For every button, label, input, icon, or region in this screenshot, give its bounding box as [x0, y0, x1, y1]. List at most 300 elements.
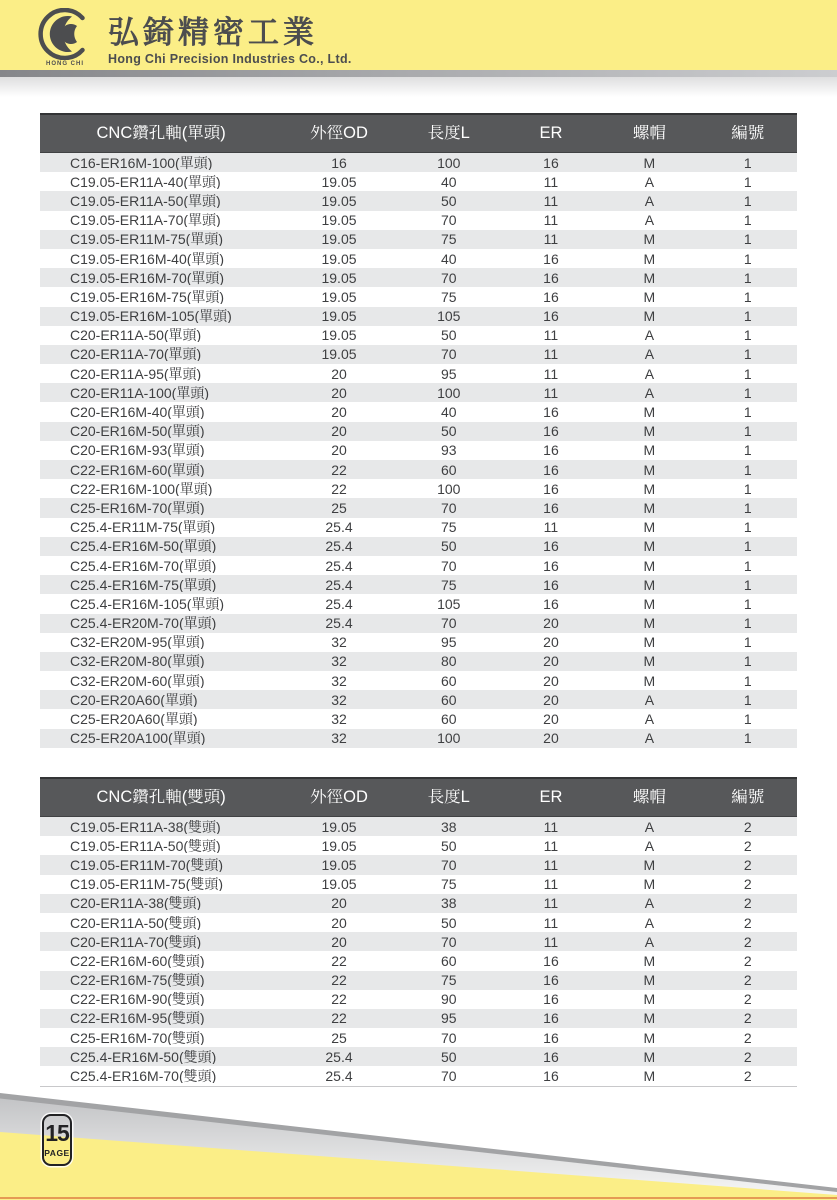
product-spec-value: 22 [331, 953, 347, 968]
product-spec-value: M [643, 1049, 656, 1064]
product-spec-value: A [644, 347, 655, 362]
product-code: C22-ER16M-95(雙頭) [70, 1011, 205, 1026]
product-spec-value: A [644, 896, 655, 911]
product-spec-value: 75 [440, 877, 457, 892]
product-spec-value: 2 [743, 1069, 752, 1084]
product-spec-value: 105 [437, 309, 461, 324]
table-row [40, 652, 797, 671]
column-header: 長度L [427, 789, 470, 806]
product-spec-value: 60 [440, 462, 457, 477]
product-spec-value: 11 [543, 934, 559, 949]
product-spec-value: 19.05 [321, 328, 357, 343]
product-spec-value: 20 [331, 424, 347, 439]
table-row [40, 1028, 797, 1047]
product-code: C20-ER11A-95(單頭) [70, 366, 202, 381]
product-code: C32-ER20M-95(單頭) [70, 635, 205, 650]
table-row [40, 307, 797, 326]
product-spec-value: 16 [543, 1049, 559, 1064]
product-spec-value: 1 [743, 193, 752, 208]
product-spec-value: 40 [440, 174, 457, 189]
product-spec-value: A [644, 712, 655, 727]
table-row [40, 287, 797, 306]
product-spec-value: 95 [440, 635, 457, 650]
product-spec-value: 25.4 [325, 1049, 353, 1064]
product-code: C19.05-ER16M-40(單頭) [70, 251, 225, 266]
product-spec-value: 32 [331, 731, 347, 746]
table-row [40, 441, 797, 460]
product-spec-value: 16 [543, 270, 559, 285]
product-spec-value: 11 [543, 857, 559, 872]
table-row [40, 537, 797, 556]
product-spec-value: 1 [743, 539, 752, 554]
product-code: C20-ER11A-50(雙頭) [70, 915, 202, 930]
table-row [40, 172, 797, 191]
product-spec-value: A [644, 692, 655, 707]
product-spec-value: 16 [543, 992, 559, 1007]
product-code: C22-ER16M-100(單頭) [70, 481, 213, 496]
product-spec-value: 1 [743, 232, 752, 247]
product-spec-value: 75 [440, 289, 457, 304]
table-row [40, 614, 797, 633]
product-code: C20-ER11A-100(單頭) [70, 385, 210, 400]
product-spec-value: 60 [440, 692, 457, 707]
product-spec-value: M [643, 1030, 656, 1045]
product-code: C19.05-ER11A-50(雙頭) [70, 838, 221, 853]
product-spec-value: M [643, 309, 656, 324]
page-number-badge [42, 1114, 72, 1166]
table-row [40, 479, 797, 498]
product-spec-value: 2 [743, 973, 752, 988]
product-spec-value: 1 [743, 289, 752, 304]
table-row [40, 875, 797, 894]
table-row [40, 383, 797, 402]
product-spec-value: 1 [743, 577, 752, 592]
table-row [40, 575, 797, 594]
product-spec-value: 25.4 [325, 520, 353, 535]
product-spec-value: 11 [543, 915, 559, 930]
product-spec-value: 16 [543, 443, 559, 458]
product-spec-value: 16 [543, 596, 559, 611]
product-spec-value: 1 [743, 405, 752, 420]
product-spec-value: A [644, 838, 655, 853]
product-spec-value: M [643, 635, 656, 650]
product-code: C25.4-ER16M-70(雙頭) [70, 1069, 217, 1084]
product-spec-value: M [643, 270, 656, 285]
product-spec-value: 16 [331, 155, 347, 170]
table-row [40, 402, 797, 421]
product-code: C20-ER16M-40(單頭) [70, 405, 205, 420]
product-spec-value: 70 [440, 857, 457, 872]
product-spec-value: 11 [543, 838, 559, 853]
column-header: 外徑OD [310, 789, 368, 806]
product-spec-value: 32 [331, 692, 347, 707]
product-code: C20-ER11A-70(雙頭) [70, 934, 202, 949]
table-single-head [40, 113, 797, 748]
product-spec-value: 1 [743, 558, 752, 573]
product-code: C25-ER16M-70(單頭) [70, 500, 205, 515]
product-spec-value: 11 [543, 328, 559, 343]
footer-decoration [0, 1078, 837, 1200]
product-spec-value: A [644, 213, 655, 228]
product-spec-value: 1 [743, 712, 752, 727]
product-spec-value: 70 [440, 270, 457, 285]
product-spec-value: 2 [743, 934, 752, 949]
company-name-zh: 弘錡精密工業 [108, 15, 318, 50]
product-spec-value: 19.05 [321, 270, 357, 285]
product-spec-value: 25.4 [325, 1069, 353, 1084]
product-spec-value: 105 [437, 596, 461, 611]
product-spec-value: 16 [543, 251, 559, 266]
product-spec-value: M [643, 289, 656, 304]
product-spec-value: 25.4 [325, 539, 353, 554]
product-spec-value: 1 [743, 462, 752, 477]
product-spec-value: 16 [543, 289, 559, 304]
product-spec-value: 1 [743, 328, 752, 343]
product-spec-value: 16 [543, 539, 559, 554]
product-spec-value: 95 [440, 366, 457, 381]
header-divider-fade [0, 77, 837, 97]
product-spec-value: 22 [331, 973, 347, 988]
product-spec-value: 16 [543, 405, 559, 420]
product-spec-value: 2 [743, 992, 752, 1007]
table-row [40, 817, 797, 836]
product-spec-value: 16 [543, 1011, 559, 1026]
product-spec-value: 1 [743, 616, 752, 631]
product-spec-value: 60 [440, 673, 457, 688]
product-code: C20-ER16M-93(單頭) [70, 443, 205, 458]
product-spec-value: M [643, 877, 656, 892]
product-code: C25-ER20A100(單頭) [70, 731, 206, 746]
table-row [40, 729, 797, 748]
product-spec-value: 11 [543, 193, 559, 208]
product-spec-value: M [643, 1069, 656, 1084]
product-spec-value: 2 [743, 1049, 752, 1064]
product-spec-value: 20 [543, 616, 559, 631]
table-row [40, 518, 797, 537]
product-spec-value: 1 [743, 366, 752, 381]
product-spec-value: M [643, 992, 656, 1007]
product-spec-value: 20 [331, 366, 347, 381]
product-spec-value: 20 [543, 731, 559, 746]
product-code: C25-ER16M-70(雙頭) [70, 1030, 205, 1045]
product-spec-value: 75 [440, 232, 457, 247]
product-spec-value: 70 [440, 347, 457, 362]
product-spec-value: 19.05 [321, 193, 357, 208]
product-spec-value: 19.05 [321, 877, 357, 892]
product-code: C19.05-ER11M-75(雙頭) [70, 877, 224, 892]
product-spec-value: 25 [331, 1030, 347, 1045]
product-spec-value: 70 [440, 616, 457, 631]
table-row [40, 594, 797, 613]
brand-header-band [0, 0, 837, 70]
product-spec-value: 1 [743, 500, 752, 515]
table-row [40, 460, 797, 479]
table-row [40, 345, 797, 364]
product-spec-value: 11 [543, 174, 559, 189]
header-divider-bar [0, 70, 837, 77]
product-spec-value: A [644, 193, 655, 208]
product-spec-value: 25.4 [325, 558, 353, 573]
product-spec-value: 16 [543, 1069, 559, 1084]
product-spec-value: 32 [331, 712, 347, 727]
product-spec-value: 32 [331, 654, 347, 669]
product-spec-value: 19.05 [321, 857, 357, 872]
product-spec-value: 19.05 [321, 347, 357, 362]
product-spec-value: 60 [440, 712, 457, 727]
product-spec-value: 16 [543, 424, 559, 439]
product-spec-value: 16 [543, 462, 559, 477]
product-spec-value: 1 [743, 443, 752, 458]
product-spec-value: M [643, 953, 656, 968]
product-spec-value: 90 [440, 992, 457, 1007]
table-body [40, 817, 797, 1087]
product-code: C22-ER16M-90(雙頭) [70, 992, 205, 1007]
table-header-row [40, 113, 797, 153]
product-spec-value: 1 [743, 385, 752, 400]
column-header: CNC鑽孔軸(單頭) [96, 125, 226, 142]
table-row [40, 913, 797, 932]
product-spec-value: 2 [743, 877, 752, 892]
product-spec-value: M [643, 500, 656, 515]
product-spec-value: 70 [440, 1069, 457, 1084]
product-spec-value: 20 [331, 443, 347, 458]
product-spec-value: 1 [743, 174, 752, 189]
product-spec-value: 1 [743, 309, 752, 324]
product-spec-value: M [643, 596, 656, 611]
table-row [40, 364, 797, 383]
product-spec-value: M [643, 539, 656, 554]
product-spec-value: 70 [440, 213, 457, 228]
product-spec-value: 70 [440, 1030, 457, 1045]
product-spec-value: M [643, 405, 656, 420]
product-spec-value: 22 [331, 481, 347, 496]
product-spec-value: 16 [543, 155, 559, 170]
product-code: C22-ER16M-60(雙頭) [70, 953, 205, 968]
product-spec-value: 93 [440, 443, 457, 458]
table-row [40, 1047, 797, 1066]
product-spec-value: M [643, 520, 656, 535]
product-spec-value: 16 [543, 500, 559, 515]
table-row [40, 230, 797, 249]
product-spec-value: 75 [440, 577, 457, 592]
product-spec-value: 2 [743, 1030, 752, 1045]
product-spec-value: 2 [743, 1011, 752, 1026]
product-spec-value: 75 [440, 973, 457, 988]
product-spec-value: 38 [440, 819, 457, 834]
product-spec-value: 11 [543, 232, 559, 247]
table-row [40, 268, 797, 287]
product-spec-value: 60 [440, 953, 457, 968]
product-spec-value: 95 [440, 1011, 457, 1026]
product-spec-value: 20 [543, 635, 559, 650]
table-row [40, 709, 797, 728]
product-code: C25.4-ER16M-50(雙頭) [70, 1049, 217, 1064]
product-code: C20-ER11A-50(單頭) [70, 328, 202, 343]
product-spec-value: 11 [543, 347, 559, 362]
product-spec-value: 16 [543, 1030, 559, 1045]
table-row [40, 191, 797, 210]
product-code: C20-ER11A-70(單頭) [70, 347, 202, 362]
product-spec-value: 32 [331, 635, 347, 650]
product-code: C25.4-ER11M-75(單頭) [70, 520, 216, 535]
table-row [40, 951, 797, 970]
table-double-head [40, 777, 797, 1087]
product-spec-value: 25.4 [325, 616, 353, 631]
product-spec-value: 100 [437, 731, 461, 746]
product-spec-value: 50 [440, 539, 457, 554]
product-spec-value: 11 [543, 877, 559, 892]
product-spec-value: 1 [743, 596, 752, 611]
product-spec-value: 38 [440, 896, 457, 911]
table-row [40, 690, 797, 709]
product-spec-value: 25 [331, 500, 347, 515]
brand-text [108, 8, 352, 66]
product-spec-value: A [644, 819, 655, 834]
product-spec-value: 19.05 [321, 819, 357, 834]
product-spec-value: 2 [743, 953, 752, 968]
product-spec-value: 11 [543, 896, 559, 911]
product-spec-value: 1 [743, 424, 752, 439]
product-spec-value: 70 [440, 558, 457, 573]
product-spec-value: 19.05 [321, 213, 357, 228]
product-spec-value: 1 [743, 635, 752, 650]
product-spec-value: 20 [331, 385, 347, 400]
product-spec-value: 19.05 [321, 232, 357, 247]
product-code: C19.05-ER11M-75(單頭) [70, 232, 224, 247]
product-spec-value: 19.05 [321, 838, 357, 853]
product-code: C16-ER16M-100(單頭) [70, 155, 213, 170]
product-spec-value: 50 [440, 424, 457, 439]
product-spec-value: 22 [331, 992, 347, 1007]
product-spec-value: 50 [440, 838, 457, 853]
product-code: C25.4-ER20M-70(單頭) [70, 616, 217, 631]
table-row [40, 326, 797, 345]
product-code: C19.05-ER11A-50(單頭) [70, 193, 221, 208]
product-spec-value: 50 [440, 915, 457, 930]
product-spec-value: 16 [543, 558, 559, 573]
product-spec-value: 19.05 [321, 174, 357, 189]
product-code: C19.05-ER11A-40(單頭) [70, 174, 221, 189]
table-row [40, 1009, 797, 1028]
product-spec-value: 1 [743, 731, 752, 746]
product-spec-value: M [643, 616, 656, 631]
table-row [40, 153, 797, 172]
table-row [40, 671, 797, 690]
product-spec-value: 11 [543, 366, 559, 381]
product-spec-value: 50 [440, 328, 457, 343]
product-spec-value: A [644, 934, 655, 949]
product-spec-value: M [643, 673, 656, 688]
product-spec-value: 100 [437, 155, 461, 170]
table-row [40, 894, 797, 913]
table-row [40, 855, 797, 874]
table-row [40, 971, 797, 990]
product-spec-value: 2 [743, 819, 752, 834]
product-spec-value: 20 [543, 654, 559, 669]
product-spec-value: A [644, 366, 655, 381]
product-spec-value: 40 [440, 251, 457, 266]
product-code: C19.05-ER16M-75(單頭) [70, 289, 225, 304]
product-spec-value: 19.05 [321, 289, 357, 304]
product-spec-value: 1 [743, 673, 752, 688]
column-header: 編號 [731, 789, 765, 806]
product-spec-value: 1 [743, 251, 752, 266]
table-row [40, 932, 797, 951]
table-row [40, 249, 797, 268]
table-body [40, 153, 797, 748]
product-spec-value: A [644, 731, 655, 746]
logo-caption: HONG CHI [46, 61, 84, 67]
product-code: C19.05-ER11A-38(雙頭) [70, 819, 221, 834]
product-spec-value: M [643, 424, 656, 439]
table-row [40, 498, 797, 517]
product-spec-value: 100 [437, 385, 461, 400]
product-spec-value: M [643, 443, 656, 458]
product-code: C20-ER20A60(單頭) [70, 692, 198, 707]
brand [36, 8, 352, 68]
table-header-row [40, 777, 797, 817]
product-spec-value: 70 [440, 934, 457, 949]
product-code: C19.05-ER11M-70(雙頭) [70, 857, 224, 872]
column-header: 外徑OD [310, 125, 368, 142]
product-code: C25.4-ER16M-75(單頭) [70, 577, 217, 592]
table-row [40, 836, 797, 855]
product-spec-value: 40 [440, 405, 457, 420]
product-spec-value: A [644, 174, 655, 189]
table-row [40, 211, 797, 230]
company-name-en: Hong Chi Precision Industries Co., Ltd. [108, 51, 352, 66]
product-spec-value: 2 [743, 896, 752, 911]
product-spec-value: M [643, 558, 656, 573]
product-spec-value: M [643, 251, 656, 266]
company-logo-icon [36, 8, 94, 66]
product-code: C25.4-ER16M-70(單頭) [70, 558, 217, 573]
product-spec-value: 20 [331, 896, 347, 911]
product-spec-value: 20 [543, 673, 559, 688]
product-spec-value: M [643, 654, 656, 669]
product-spec-value: 75 [440, 520, 457, 535]
product-spec-value: M [643, 462, 656, 477]
product-code: C19.05-ER16M-105(單頭) [70, 309, 232, 324]
product-spec-value: 50 [440, 1049, 457, 1064]
product-code: C32-ER20M-60(單頭) [70, 673, 205, 688]
product-spec-value: 2 [743, 838, 752, 853]
column-header: ER [539, 789, 563, 806]
product-spec-value: 20 [331, 915, 347, 930]
product-spec-value: 16 [543, 481, 559, 496]
product-code: C25-ER20A60(單頭) [70, 712, 198, 727]
product-spec-value: M [643, 973, 656, 988]
product-spec-value: 25.4 [325, 596, 353, 611]
product-spec-value: 16 [543, 953, 559, 968]
product-spec-value: A [644, 328, 655, 343]
product-spec-value: 16 [543, 577, 559, 592]
product-spec-value: 50 [440, 193, 457, 208]
product-spec-value: 22 [331, 1011, 347, 1026]
product-code: C32-ER20M-80(單頭) [70, 654, 205, 669]
product-spec-value: 25.4 [325, 577, 353, 592]
product-spec-value: M [643, 1011, 656, 1026]
product-spec-value: 1 [743, 213, 752, 228]
product-spec-value: 20 [543, 712, 559, 727]
column-header: ER [539, 125, 563, 142]
column-header: 螺帽 [632, 789, 666, 806]
product-code: C20-ER11A-38(雙頭) [70, 896, 202, 911]
column-header: 編號 [731, 125, 765, 142]
product-spec-value: 22 [331, 462, 347, 477]
product-spec-value: 11 [543, 213, 559, 228]
product-spec-value: M [643, 232, 656, 247]
